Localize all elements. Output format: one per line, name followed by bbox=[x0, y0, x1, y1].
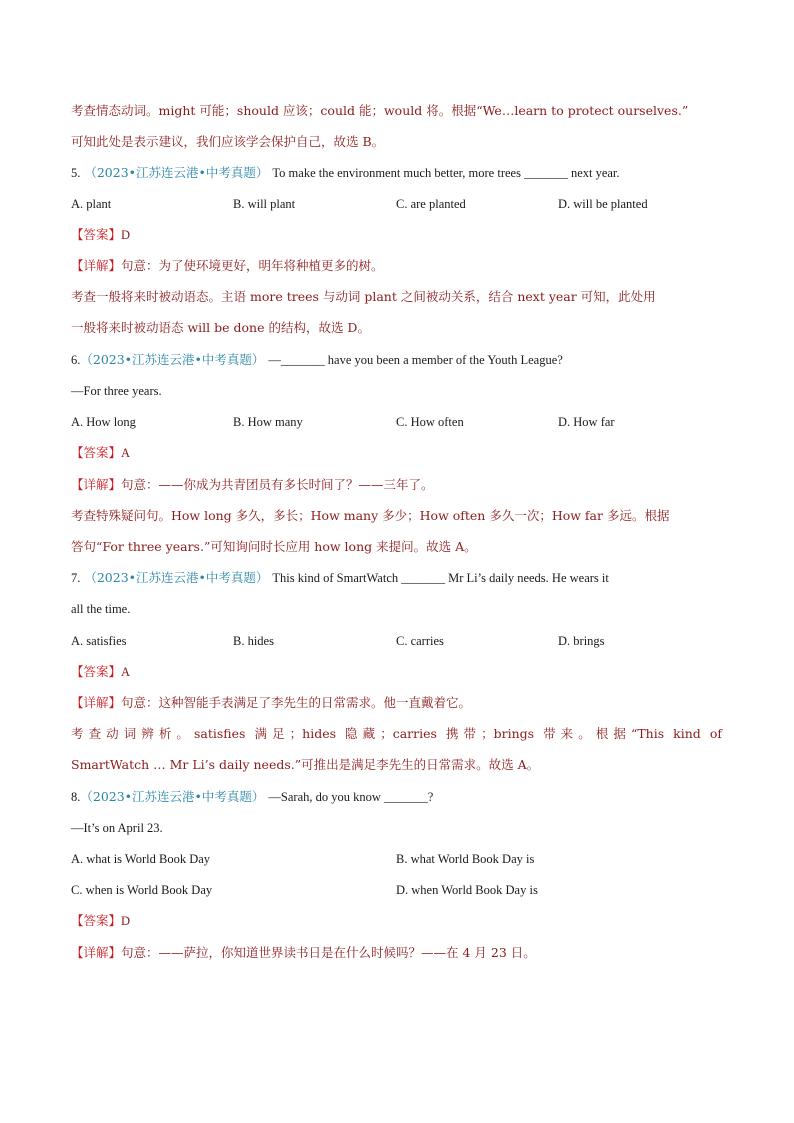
q7-stem: This kind of SmartWatch _______ Mr Li’s daily needs. He wears it bbox=[272, 571, 609, 585]
q8-detail bbox=[71, 944, 536, 962]
q6-stem-line bbox=[71, 351, 563, 369]
q6-option-c: C. How often bbox=[396, 415, 464, 429]
detail-tag: 【详解】 bbox=[71, 945, 122, 960]
q8-detail-text: 句意：——萨拉，你知道世界读书日是在什么时候吗？——在 4 月 23 日。 bbox=[121, 945, 536, 960]
q6-number: 6. bbox=[71, 353, 81, 367]
q8-answer bbox=[71, 912, 130, 930]
q5-answer-letter: D bbox=[121, 228, 131, 242]
q5-option-a: A. plant bbox=[71, 197, 112, 211]
q8-stem-line bbox=[71, 788, 433, 806]
q5-explanation-line1: 考查一般将来时被动语态。主语 more trees 与动词 plant 之间被动关系，结合 next year 可知，此处用 bbox=[71, 289, 656, 304]
q6-detail bbox=[71, 476, 434, 494]
q7-detail-text: 句意：这种智能手表满足了李先生的日常需求。他一直戴着它。 bbox=[121, 695, 472, 710]
q5-answer bbox=[71, 226, 130, 244]
q6-detail-text: 句意：——你成为共青团员有多长时间了？——三年了。 bbox=[121, 477, 434, 492]
q7-option-b: B. hides bbox=[233, 634, 274, 648]
q6-answer-letter: A bbox=[121, 446, 131, 460]
detail-tag: 【详解】 bbox=[71, 258, 122, 273]
q4-explanation-line1: 考查情态动词。might 可能；should 应该；could 能；would 将。根据“We…learn to protect ourselves.” bbox=[71, 103, 689, 118]
q7-option-d: D. brings bbox=[558, 634, 605, 648]
q5-option-d: D. will be planted bbox=[558, 197, 648, 211]
q6-explanation-line1: 考查特殊疑问句。How long 多久，多长；How many 多少；How often 多久一次；How far 多远。根据 bbox=[71, 508, 670, 523]
q8-answer-letter: D bbox=[121, 914, 131, 928]
q7-number: 7. bbox=[71, 571, 81, 585]
detail-tag: 【详解】 bbox=[71, 695, 122, 710]
q7-explanation-line1: 考查动词辨析。satisfies 满足；hides 隐藏；carries 携带；brings 带来。根据“This kind of bbox=[71, 726, 722, 741]
q6-reply: —For three years. bbox=[71, 384, 162, 398]
q5-stem: To make the environment much better, more trees _______ next year. bbox=[272, 166, 620, 180]
q5-number: 5. bbox=[71, 166, 81, 180]
q7-option-c: C. carries bbox=[396, 634, 444, 648]
answer-tag: 【答案】 bbox=[71, 445, 122, 460]
q5-stem-line bbox=[71, 164, 620, 182]
q5-source: （2023•江苏连云港•中考真题） bbox=[84, 165, 269, 180]
q8-number: 8. bbox=[71, 790, 81, 804]
answer-tag: 【答案】 bbox=[71, 913, 122, 928]
q8-option-c: C. when is World Book Day bbox=[71, 883, 213, 897]
q7-option-a: A. satisfies bbox=[71, 634, 127, 648]
q5-explanation-line2: 一般将来时被动语态 will be done 的结构，故选 D。 bbox=[71, 320, 370, 335]
q6-source: （2023•江苏连云港•中考真题） bbox=[80, 352, 265, 367]
q6-option-b: B. How many bbox=[233, 415, 303, 429]
q7-answer-letter: A bbox=[121, 665, 131, 679]
q6-explanation-line2: 答句“For three years.”可知询问时长应用 how long 来提问。故选 A。 bbox=[71, 539, 477, 554]
detail-tag: 【详解】 bbox=[71, 477, 122, 492]
q7-source: （2023•江苏连云港•中考真题） bbox=[84, 570, 269, 585]
q5-detail bbox=[71, 257, 384, 275]
q7-explanation-line2: SmartWatch … Mr Li’s daily needs.”可推出是满足李先生的日常需求。故选 A。 bbox=[71, 757, 540, 772]
q8-reply: —It’s on April 23. bbox=[71, 821, 163, 835]
q5-option-c: C. are planted bbox=[396, 197, 466, 211]
q7-stem-line2: all the time. bbox=[71, 602, 131, 616]
q7-stem-line bbox=[71, 569, 609, 587]
answer-tag: 【答案】 bbox=[71, 664, 122, 679]
q6-stem: —_______ have you been a member of the Youth League? bbox=[268, 353, 563, 367]
q8-option-d: D. when World Book Day is bbox=[396, 883, 538, 897]
q7-answer bbox=[71, 663, 130, 681]
q6-option-a: A. How long bbox=[71, 415, 136, 429]
q4-explanation-line2: 可知此处是表示建议，我们应该学会保护自己，故选 B。 bbox=[71, 134, 385, 149]
q8-option-a: A. what is World Book Day bbox=[71, 852, 211, 866]
q5-detail-text: 句意：为了使环境更好，明年将种植更多的树。 bbox=[121, 258, 384, 273]
q6-answer bbox=[71, 444, 130, 462]
q7-detail bbox=[71, 694, 471, 712]
q8-source: （2023•江苏连云港•中考真题） bbox=[80, 789, 265, 804]
q8-option-b: B. what World Book Day is bbox=[396, 852, 535, 866]
answer-tag: 【答案】 bbox=[71, 227, 122, 242]
q6-option-d: D. How far bbox=[558, 415, 615, 429]
q5-option-b: B. will plant bbox=[233, 197, 296, 211]
q8-stem: —Sarah, do you know _______? bbox=[268, 790, 434, 804]
